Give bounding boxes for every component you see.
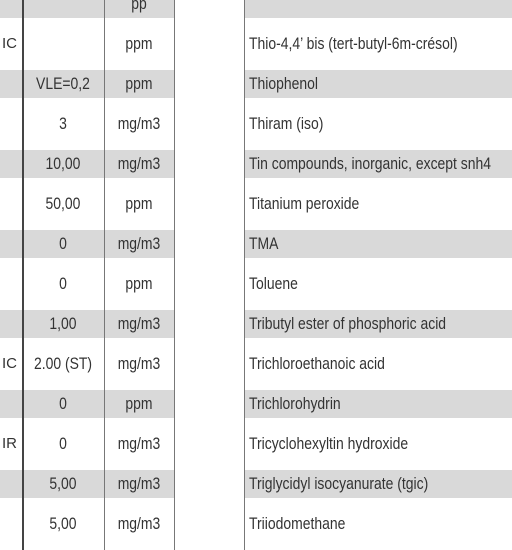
unit-cell: ppm xyxy=(125,34,153,53)
limit-value-cell xyxy=(29,0,96,18)
code-cell: IR xyxy=(2,435,17,452)
unit-cell: ppm xyxy=(125,394,153,413)
column-divider xyxy=(244,0,245,550)
substance-name-cell: Trichloroethanoic acid xyxy=(249,354,385,373)
unit-cell: mg/m3 xyxy=(117,354,161,373)
unit-cell: ppm xyxy=(125,74,153,93)
column-divider xyxy=(104,0,105,550)
substance-name-cell: Titanium peroxide xyxy=(249,194,360,213)
substance-name-cell: Tributyl ester of phosphoric acid xyxy=(249,314,447,333)
table-row xyxy=(0,430,512,470)
unit-cell: mg/m3 xyxy=(117,514,161,533)
substance-name-cell: Tricyclohexyltin hydroxide xyxy=(249,434,409,453)
unit-cell: mg/m3 xyxy=(117,314,161,333)
limit-value-cell: 0 xyxy=(59,394,67,413)
table-row xyxy=(0,510,512,550)
substance-name-cell xyxy=(249,0,511,18)
substance-name-cell: Thiram (iso) xyxy=(249,114,324,133)
limit-value-cell: 0 xyxy=(59,234,67,253)
unit-cell: mg/m3 xyxy=(117,114,161,133)
substance-name-cell: Thio-4,4’ bis (tert-butyl-6m-crésol) xyxy=(249,34,458,53)
unit-cell: ppm xyxy=(125,274,153,293)
limit-value-cell: 3 xyxy=(59,114,67,133)
substance-name-cell: Triiodomethane xyxy=(249,514,346,533)
code-cell: IC xyxy=(2,355,17,372)
table-row xyxy=(0,110,512,150)
unit-cell: mg/m3 xyxy=(117,234,161,253)
unit-cell: pp xyxy=(131,0,147,13)
limit-value-cell: 10,00 xyxy=(45,154,81,173)
limit-value-cell: 2.00 (ST) xyxy=(33,354,93,373)
table-row xyxy=(0,190,512,230)
table-row xyxy=(0,470,512,510)
limit-value-cell: 1,00 xyxy=(49,314,77,333)
limit-value-cell: VLE=0,2 xyxy=(36,74,90,93)
column-divider xyxy=(174,0,175,550)
substance-name-cell: TMA xyxy=(249,234,279,253)
table-row xyxy=(0,70,512,110)
unit-cell: ppm xyxy=(125,194,153,213)
limit-value-cell: 0 xyxy=(59,274,67,293)
code-cell: IC xyxy=(2,35,17,52)
limit-value-cell: 5,00 xyxy=(49,474,77,493)
table-row xyxy=(0,310,512,350)
limit-value-cell: 5,00 xyxy=(49,514,77,533)
table-row xyxy=(0,270,512,310)
limit-value-cell xyxy=(29,30,96,58)
unit-cell: mg/m3 xyxy=(117,154,161,173)
table-row xyxy=(0,350,512,390)
unit-cell: mg/m3 xyxy=(117,474,161,493)
table-row xyxy=(0,30,512,70)
unit-cell: mg/m3 xyxy=(117,434,161,453)
substance-name-cell: Trichlorohydrin xyxy=(249,394,341,413)
limit-value-cell: 0 xyxy=(59,434,67,453)
substance-name-cell: Thiophenol xyxy=(249,74,318,93)
column-divider xyxy=(22,0,24,550)
limit-value-cell: 50,00 xyxy=(45,194,81,213)
table-row xyxy=(0,390,512,430)
table-row xyxy=(0,230,512,270)
table-row xyxy=(0,0,512,30)
table-row xyxy=(0,150,512,190)
substance-name-cell: Triglycidyl isocyanurate (tgic) xyxy=(249,474,429,493)
substance-name-cell: Tin compounds, inorganic, except snh4 xyxy=(249,154,492,173)
substance-name-cell: Toluene xyxy=(249,274,298,293)
